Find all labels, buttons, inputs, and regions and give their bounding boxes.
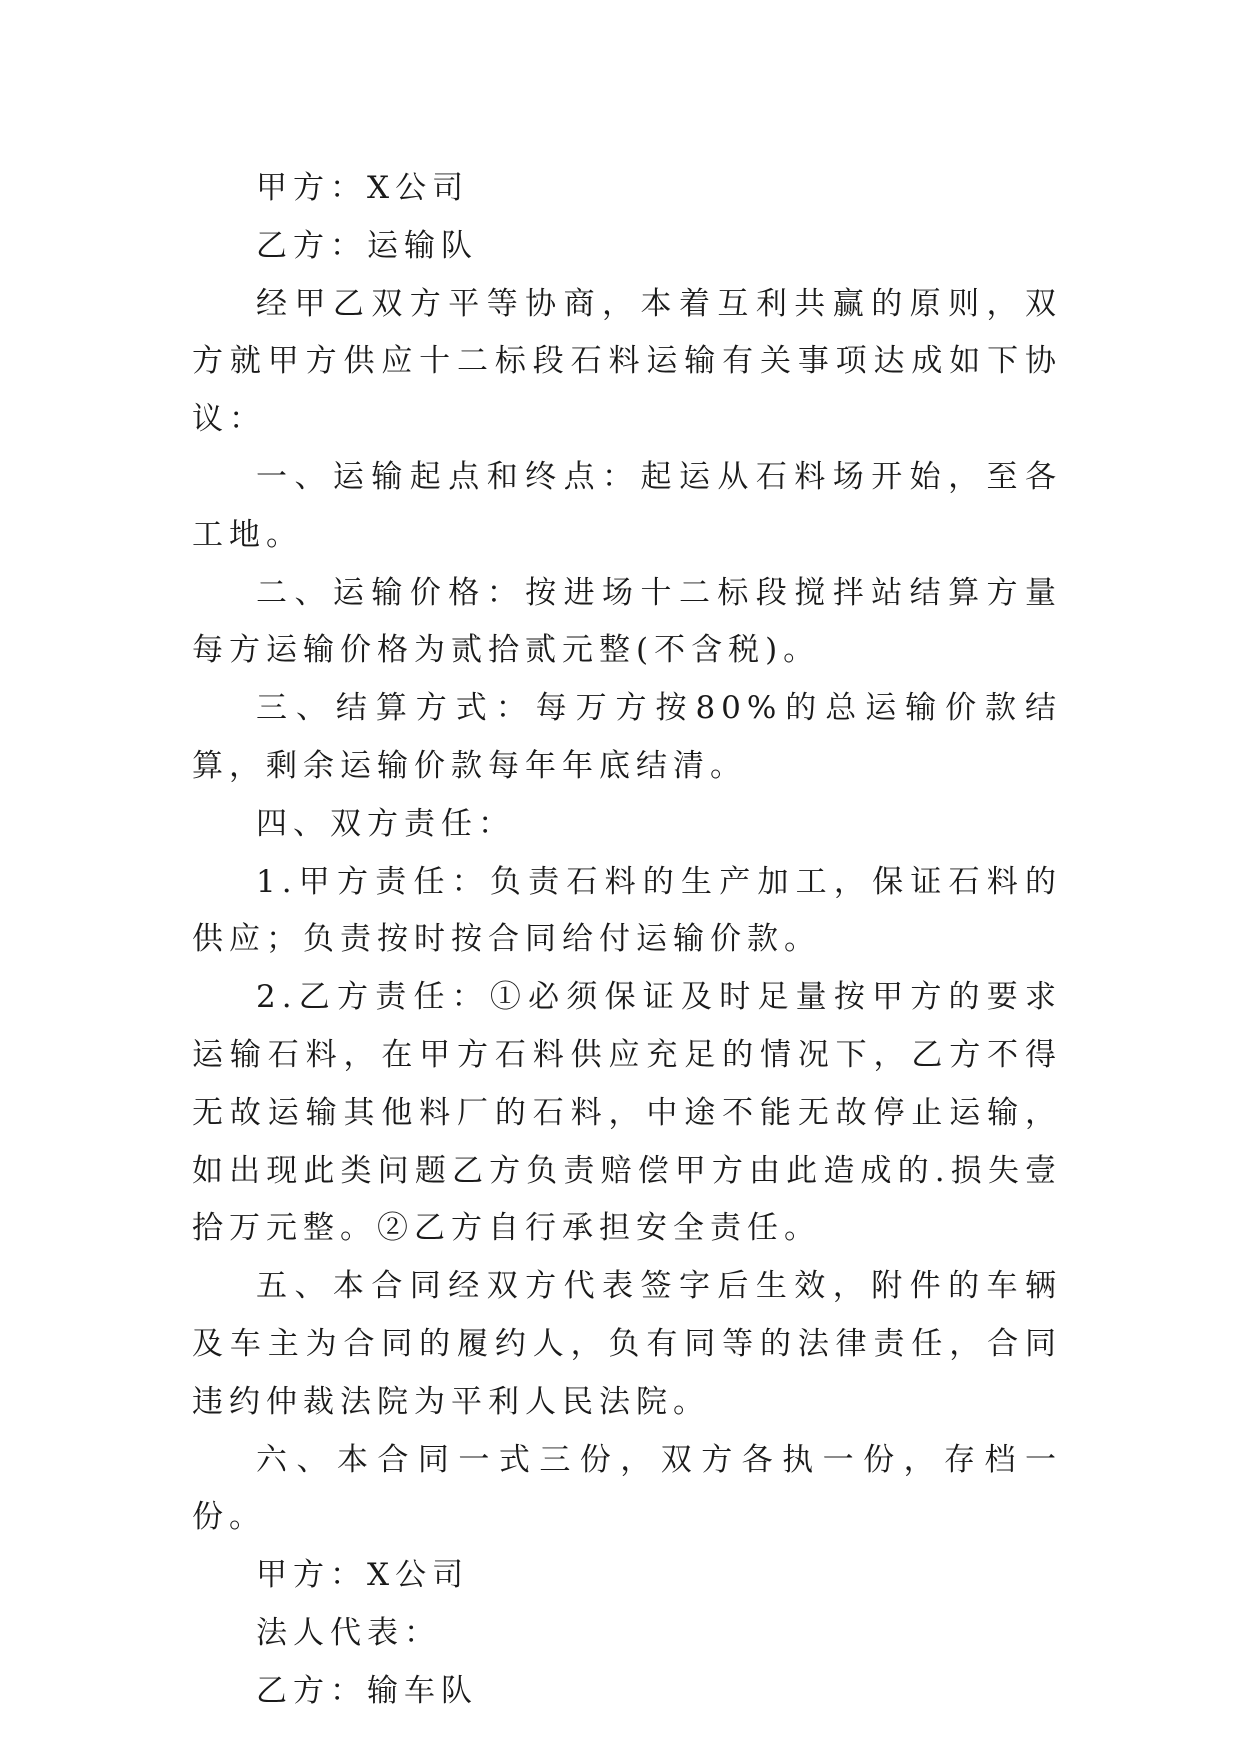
signature-party-a: 甲方：X公司 (256, 1557, 470, 1594)
clause-4-heading: 四、双方责任： (256, 805, 515, 842)
document-body (192, 160, 1062, 1721)
clause-3-paragraph: 三、结算方式：每万方按80%的总运输价款结算，剩余运输价款每年年底结清。 (192, 690, 1062, 784)
clause-2-paragraph: 二、运输价格：按进场十二标段搅拌站结算方量每方运输价格为贰拾贰元整(不含税)。 (192, 574, 1062, 669)
party-a-line: 甲方：X公司 (256, 170, 470, 206)
signature-party-b: 乙方：输车队 (256, 1672, 478, 1709)
clause-5-paragraph: 五、本合同经双方代表签字后生效，附件的车辆及车主为合同的履约人，负有同等的法律责任，合同违约仲裁法院为平利人民法院。 (192, 1268, 1062, 1420)
clause-6-paragraph: 六、本合同一式三份，双方各执一份，存档一份。 (192, 1441, 1062, 1536)
preamble-paragraph: 经甲乙双方平等协商，本着互利共赢的原则，双方就甲方供应十二标段石料运输有关事项达成如下协议： (192, 285, 1062, 438)
clause-4-2-paragraph: 2.乙方责任：①必须保证及时足量按甲方的要求运输石料，在甲方石料供应充足的情况下，乙方不得无故运输其他料厂的石料，中途不能无故停止运输，如出现此类问题乙方负责赔偿甲方由此造成的.损失壹拾万元整。②乙方自行承担安全责任。 (192, 979, 1062, 1247)
party-b-line: 乙方：运输队 (256, 227, 478, 264)
signature-legal-representative: 法人代表： (256, 1614, 441, 1651)
clause-4-1-paragraph: 1.甲方责任：负责石料的生产加工，保证石料的供应；负责按时按合同给付运输价款。 (192, 863, 1062, 958)
clause-1-paragraph: 一、运输起点和终点：起运从石料场开始，至各工地。 (192, 458, 1062, 553)
